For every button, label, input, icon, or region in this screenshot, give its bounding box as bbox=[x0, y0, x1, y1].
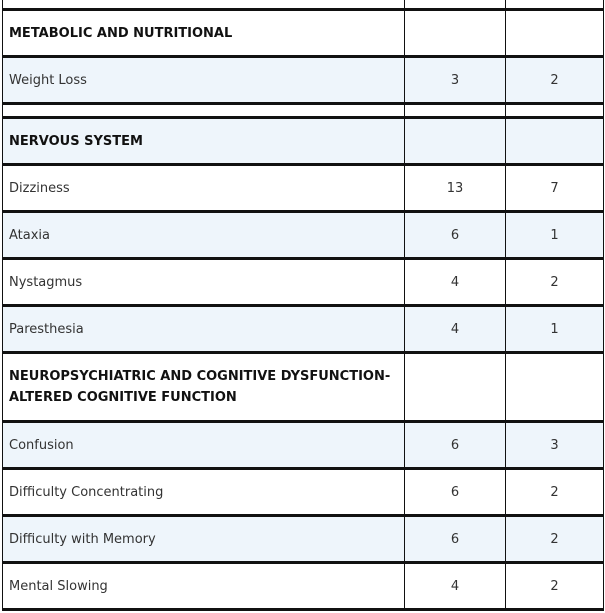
section-header-row bbox=[3, 119, 603, 166]
event-label: Confusion bbox=[9, 437, 74, 453]
count-column-3 bbox=[505, 354, 603, 420]
section-header-row bbox=[3, 11, 603, 58]
count-column-3: 1 bbox=[505, 213, 603, 257]
count-column-2: 4 bbox=[404, 564, 505, 608]
event-label: Difficulty Concentrating bbox=[9, 484, 164, 500]
count-column-2: 6 bbox=[404, 470, 505, 514]
event-label: Nystagmus bbox=[9, 274, 83, 290]
section-title: NERVOUS SYSTEM bbox=[9, 133, 143, 149]
count-column-3 bbox=[505, 11, 603, 55]
count-column-2: 3 bbox=[404, 58, 505, 102]
adverse-events-table bbox=[2, 0, 604, 611]
count-column-2: 13 bbox=[404, 166, 505, 210]
count-column-3: 2 bbox=[505, 58, 603, 102]
spacer-row bbox=[3, 105, 603, 119]
spacer-row bbox=[3, 0, 603, 11]
table-row bbox=[3, 260, 603, 307]
table-row bbox=[3, 58, 603, 105]
table-row bbox=[3, 423, 603, 470]
count-column-3 bbox=[505, 0, 603, 8]
count-column-3 bbox=[505, 105, 603, 116]
count-column-2 bbox=[404, 354, 505, 420]
count-column-2: 4 bbox=[404, 260, 505, 304]
count-column-2 bbox=[404, 0, 505, 8]
count-column-3: 2 bbox=[505, 564, 603, 608]
table-row bbox=[3, 564, 603, 611]
section-title: NEUROPSYCHIATRIC AND COGNITIVE DYSFUNCTION-ALTERED COGNITIVE FUNCTION bbox=[9, 369, 391, 405]
count-column-3: 2 bbox=[505, 260, 603, 304]
table-row bbox=[3, 307, 603, 354]
table-row bbox=[3, 213, 603, 260]
event-label bbox=[3, 0, 404, 8]
table-row bbox=[3, 470, 603, 517]
event-label: Ataxia bbox=[9, 227, 50, 243]
count-column-3: 3 bbox=[505, 423, 603, 467]
event-label: Mental Slowing bbox=[9, 578, 108, 594]
event-label bbox=[3, 105, 404, 116]
count-column-2 bbox=[404, 11, 505, 55]
event-label: Paresthesia bbox=[9, 321, 84, 337]
table-row bbox=[3, 166, 603, 213]
section-title: METABOLIC AND NUTRITIONAL bbox=[9, 25, 233, 41]
count-column-3: 2 bbox=[505, 470, 603, 514]
count-column-3: 7 bbox=[505, 166, 603, 210]
section-header-row bbox=[3, 354, 603, 423]
count-column-2 bbox=[404, 119, 505, 163]
count-column-3: 1 bbox=[505, 307, 603, 351]
table-row bbox=[3, 517, 603, 564]
event-label: Dizziness bbox=[9, 180, 70, 196]
count-column-2: 6 bbox=[404, 423, 505, 467]
count-column-3: 2 bbox=[505, 517, 603, 561]
count-column-3 bbox=[505, 119, 603, 163]
count-column-2: 6 bbox=[404, 517, 505, 561]
event-label: Difficulty with Memory bbox=[9, 531, 156, 547]
count-column-2: 6 bbox=[404, 213, 505, 257]
count-column-2 bbox=[404, 105, 505, 116]
event-label: Weight Loss bbox=[9, 72, 87, 88]
count-column-2: 4 bbox=[404, 307, 505, 351]
